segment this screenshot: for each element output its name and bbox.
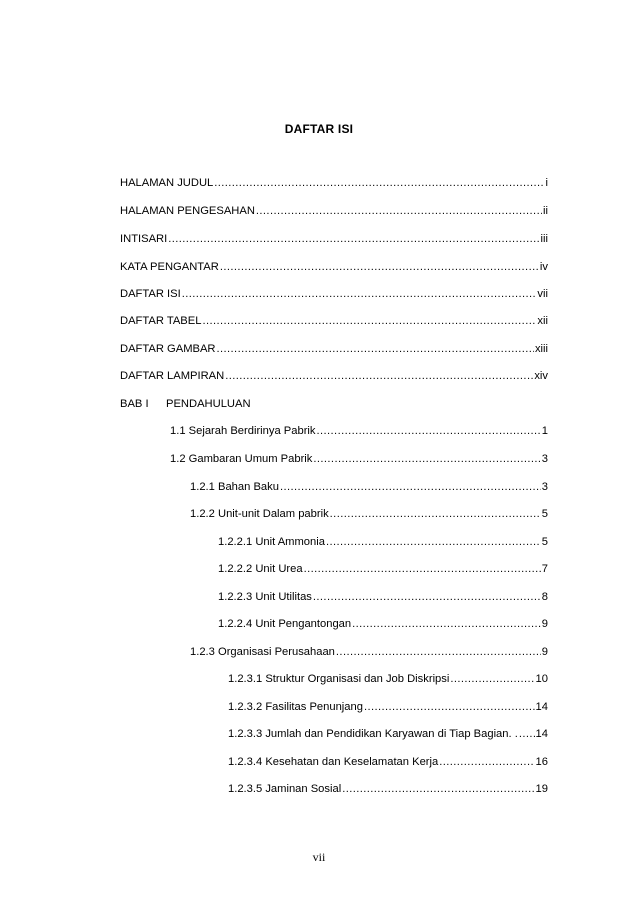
toc-entry-label: DAFTAR ISI [120,288,181,300]
chapter-heading [120,397,251,411]
toc-entry-1-1[interactable] [170,424,548,438]
toc-entry-1-2-2-2[interactable] [218,562,548,576]
toc-entry-page: 14 [535,728,548,740]
toc-entry-page: ii [543,205,548,217]
toc-entry-page: i [545,177,548,189]
toc-entry-page: 9 [541,618,548,630]
dot-leader [326,535,541,549]
dot-leader [256,204,542,218]
toc-entry-daftar-isi[interactable] [120,287,548,301]
toc-entry-page: xiv [534,370,548,382]
toc-entry-label: KATA PENGANTAR [120,261,219,273]
toc-entry-page: vii [537,288,548,300]
toc-entry-1-2-3-2[interactable] [228,700,548,714]
toc-entry-label: 1.2.3.2 Fasilitas Penunjang [228,701,363,713]
toc-entry-label: DAFTAR TABEL [120,315,202,327]
toc-entry-daftar-tabel[interactable] [120,314,548,328]
toc-entry-page: 1 [541,425,548,437]
toc-entry-page: 5 [541,508,548,520]
toc-entry-page: 5 [541,536,548,548]
toc-entry-page: 19 [535,783,548,795]
dot-leader [364,700,535,714]
toc-entry-label: DAFTAR GAMBAR [120,343,216,355]
toc-entry-1-2-1[interactable] [190,480,548,494]
dot-leader [202,314,536,328]
toc-entry-daftar-gambar[interactable] [120,342,548,356]
dot-leader [317,424,541,438]
page-title: DAFTAR ISI [284,122,354,136]
toc-entry-page: 3 [541,481,548,493]
dot-leader [330,507,541,521]
toc-entry-label: INTISARI [120,233,168,245]
dot-leader [182,287,537,301]
toc-entry-1-2-3-1[interactable] [228,672,548,686]
toc-entry-label: 1.2.1 Bahan Baku [190,481,279,493]
toc-entry-1-2-2-4[interactable] [218,617,548,631]
page-number-footer: vii [312,850,326,864]
chapter-number: BAB I [120,398,149,410]
dot-leader [439,755,534,769]
toc-entry-page: 16 [535,756,548,768]
toc-entry-label: 1.2.3.1 Struktur Organisasi dan Job Diskripsi [228,673,450,685]
toc-entry-page: 8 [541,591,548,603]
toc-entry-1-2-2[interactable] [190,507,548,521]
toc-entry-page: xii [537,315,548,327]
dot-leader [352,617,541,631]
dot-leader [280,480,541,494]
toc-entry-page: 10 [535,673,548,685]
dot-leader [220,260,539,274]
dot-leader [217,342,534,356]
dot-leader [214,176,544,190]
toc-entry-page: 3 [541,453,548,465]
toc-entry-1-2-3-4[interactable] [228,755,548,769]
toc-entry-label: 1.2.2 Unit-unit Dalam pabrik [190,508,329,520]
toc-entry-page: 7 [541,563,548,575]
toc-entry-label: 1.2.3.3 Jumlah dan Pendidikan Karyawan di Tiap Bagian. . [228,728,518,740]
toc-entry-label: 1.2.2.3 Unit Utilitas [218,591,312,603]
toc-entry-page: 9 [541,646,548,658]
toc-entry-page: iii [540,233,548,245]
toc-entry-daftar-lampiran[interactable] [120,369,548,383]
toc-entry-page: 14 [535,701,548,713]
toc-entry-label: 1.2.3.5 Jaminan Sosial [228,783,342,795]
toc-entry-1-2-2-1[interactable] [218,535,548,549]
toc-entry-label: 1.2.2.2 Unit Urea [218,563,303,575]
toc-entry-intisari[interactable] [120,232,548,246]
toc-entry-label: 1.1 Sejarah Berdirinya Pabrik [170,425,316,437]
toc-entry-halaman-judul[interactable] [120,176,548,190]
toc-entry-1-2-3-3[interactable] [228,727,548,741]
toc-entry-label: HALAMAN PENGESAHAN [120,205,255,217]
dot-leader [313,452,540,466]
chapter-title: PENDAHULUAN [166,398,251,410]
dot-leader [304,562,541,576]
dot-leader [313,590,541,604]
toc-entry-page: iv [539,261,548,273]
toc-entry-label: 1.2 Gambaran Umum Pabrik [170,453,313,465]
toc-entry-label: 1.2.2.4 Unit Pengantongan [218,618,352,630]
toc-entry-label: HALAMAN JUDUL [120,177,214,189]
dot-leader [450,672,534,686]
dot-leader [519,727,535,741]
toc-entry-label: 1.2.3.4 Kesehatan dan Keselamatan Kerja [228,756,439,768]
toc-entry-1-2-2-3[interactable] [218,590,548,604]
dot-leader [225,369,533,383]
dot-leader [168,232,539,246]
toc-entry-label: 1.2.3 Organisasi Perusahaan [190,646,335,658]
toc-entry-kata-pengantar[interactable] [120,260,548,274]
toc-entry-halaman-pengesahan[interactable] [120,204,548,218]
dot-leader [342,782,534,796]
dot-leader [336,645,541,659]
toc-entry-label: 1.2.2.1 Unit Ammonia [218,536,325,548]
toc-entry-page: xiii [534,343,548,355]
toc-entry-1-2-3-5[interactable] [228,782,548,796]
toc-entry-1-2[interactable] [170,452,548,466]
toc-entry-label: DAFTAR LAMPIRAN [120,370,225,382]
toc-entry-1-2-3[interactable] [190,645,548,659]
